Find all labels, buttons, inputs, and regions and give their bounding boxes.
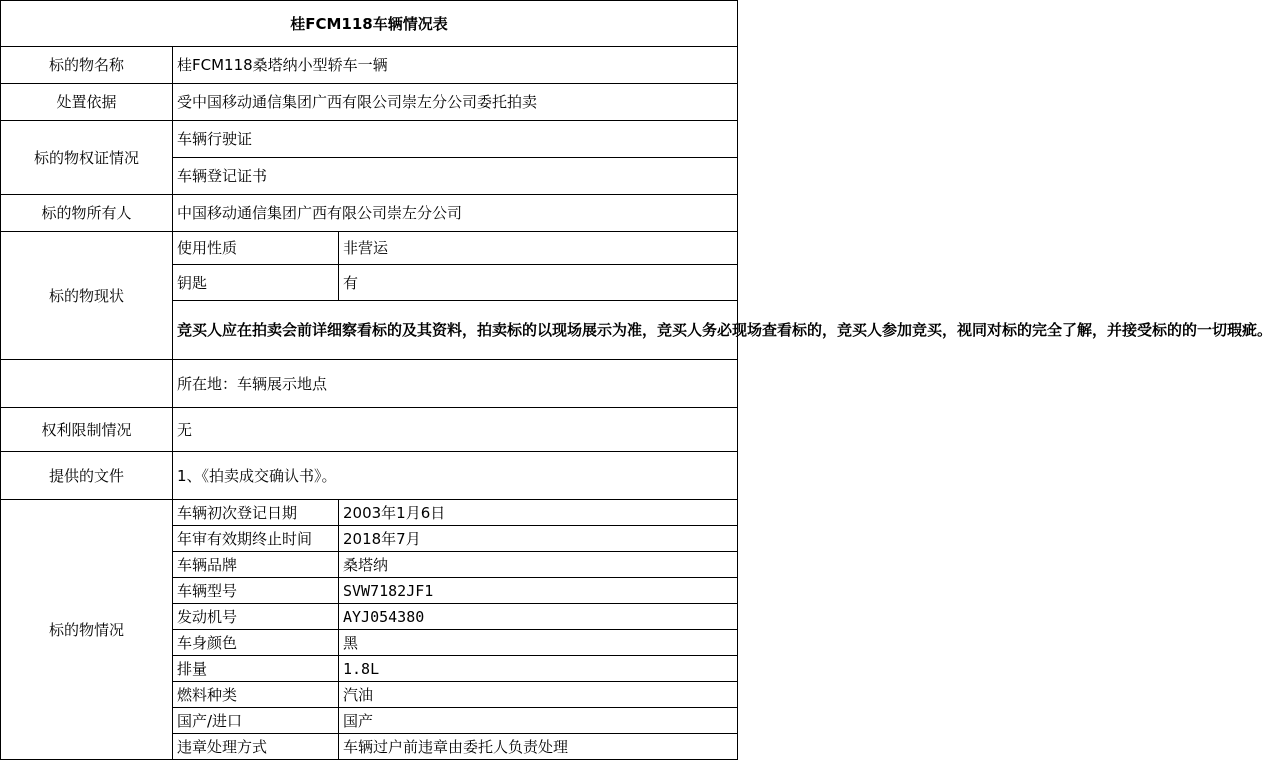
- rights-row: [1, 121, 738, 158]
- detail-value: 2003年1月6日: [339, 500, 738, 526]
- detail-value: 汽油: [339, 682, 738, 708]
- owner-label: 标的物所有人: [1, 195, 173, 232]
- detail-value: 黑: [339, 630, 738, 656]
- detail-value: 车辆过户前违章由委托人负责处理: [339, 734, 738, 760]
- basis-row: [1, 84, 738, 121]
- details-label: 标的物情况: [1, 500, 173, 760]
- detail-label: 发动机号: [173, 604, 339, 630]
- restrictions-label: 权利限制情况: [1, 408, 173, 452]
- rights-item: 车辆行驶证: [173, 121, 738, 158]
- detail-label: 年审有效期终止时间: [173, 526, 339, 552]
- sheet-title: 桂FCM118车辆情况表: [1, 1, 738, 47]
- detail-label: 车辆初次登记日期: [173, 500, 339, 526]
- subject-name-label: 标的物名称: [1, 47, 173, 84]
- detail-label: 车身颜色: [173, 630, 339, 656]
- subject-name-value: 桂FCM118桑塔纳小型轿车一辆: [173, 47, 738, 84]
- owner-row: [1, 195, 738, 232]
- key-label: 钥匙: [173, 265, 339, 301]
- location-value: 所在地：车辆展示地点: [173, 360, 738, 408]
- detail-label: 排量: [173, 656, 339, 682]
- owner-value: 中国移动通信集团广西有限公司崇左分公司: [173, 195, 738, 232]
- documents-label: 提供的文件: [1, 452, 173, 500]
- detail-value: SVW7182JF1: [339, 578, 738, 604]
- title-row: [1, 1, 738, 47]
- documents-value: 1、《拍卖成交确认书》。: [173, 452, 738, 500]
- status-label: 标的物现状: [1, 232, 173, 360]
- rights-label: 标的物权证情况: [1, 121, 173, 195]
- basis-label: 处置依据: [1, 84, 173, 121]
- bidder-notice: 竞买人应在拍卖会前详细察看标的及其资料，拍卖标的以现场展示为准，竞买人务必现场查看标的，竞买人参加竞买，视同对标的完全了解，并接受标的的一切瑕疵。: [173, 301, 738, 360]
- usage-label: 使用性质: [173, 232, 339, 265]
- detail-label: 燃料种类: [173, 682, 339, 708]
- detail-value: 国产: [339, 708, 738, 734]
- detail-label: 违章处理方式: [173, 734, 339, 760]
- documents-row: [1, 452, 738, 500]
- detail-label: 车辆品牌: [173, 552, 339, 578]
- detail-row: [1, 500, 738, 526]
- usage-value: 非营运: [339, 232, 738, 265]
- basis-value: 受中国移动通信集团广西有限公司崇左分公司委托拍卖: [173, 84, 738, 121]
- key-value: 有: [339, 265, 738, 301]
- status-usage-row: [1, 232, 738, 265]
- location-row: [1, 360, 738, 408]
- location-label-empty: [1, 360, 173, 408]
- restrictions-row: [1, 408, 738, 452]
- restrictions-value: 无: [173, 408, 738, 452]
- detail-value: 2018年7月: [339, 526, 738, 552]
- rights-item: 车辆登记证书: [173, 158, 738, 195]
- detail-value: 桑塔纳: [339, 552, 738, 578]
- detail-label: 车辆型号: [173, 578, 339, 604]
- detail-label: 国产/进口: [173, 708, 339, 734]
- detail-value: 1.8L: [339, 656, 738, 682]
- subject-name-row: [1, 47, 738, 84]
- detail-value: AYJ054380: [339, 604, 738, 630]
